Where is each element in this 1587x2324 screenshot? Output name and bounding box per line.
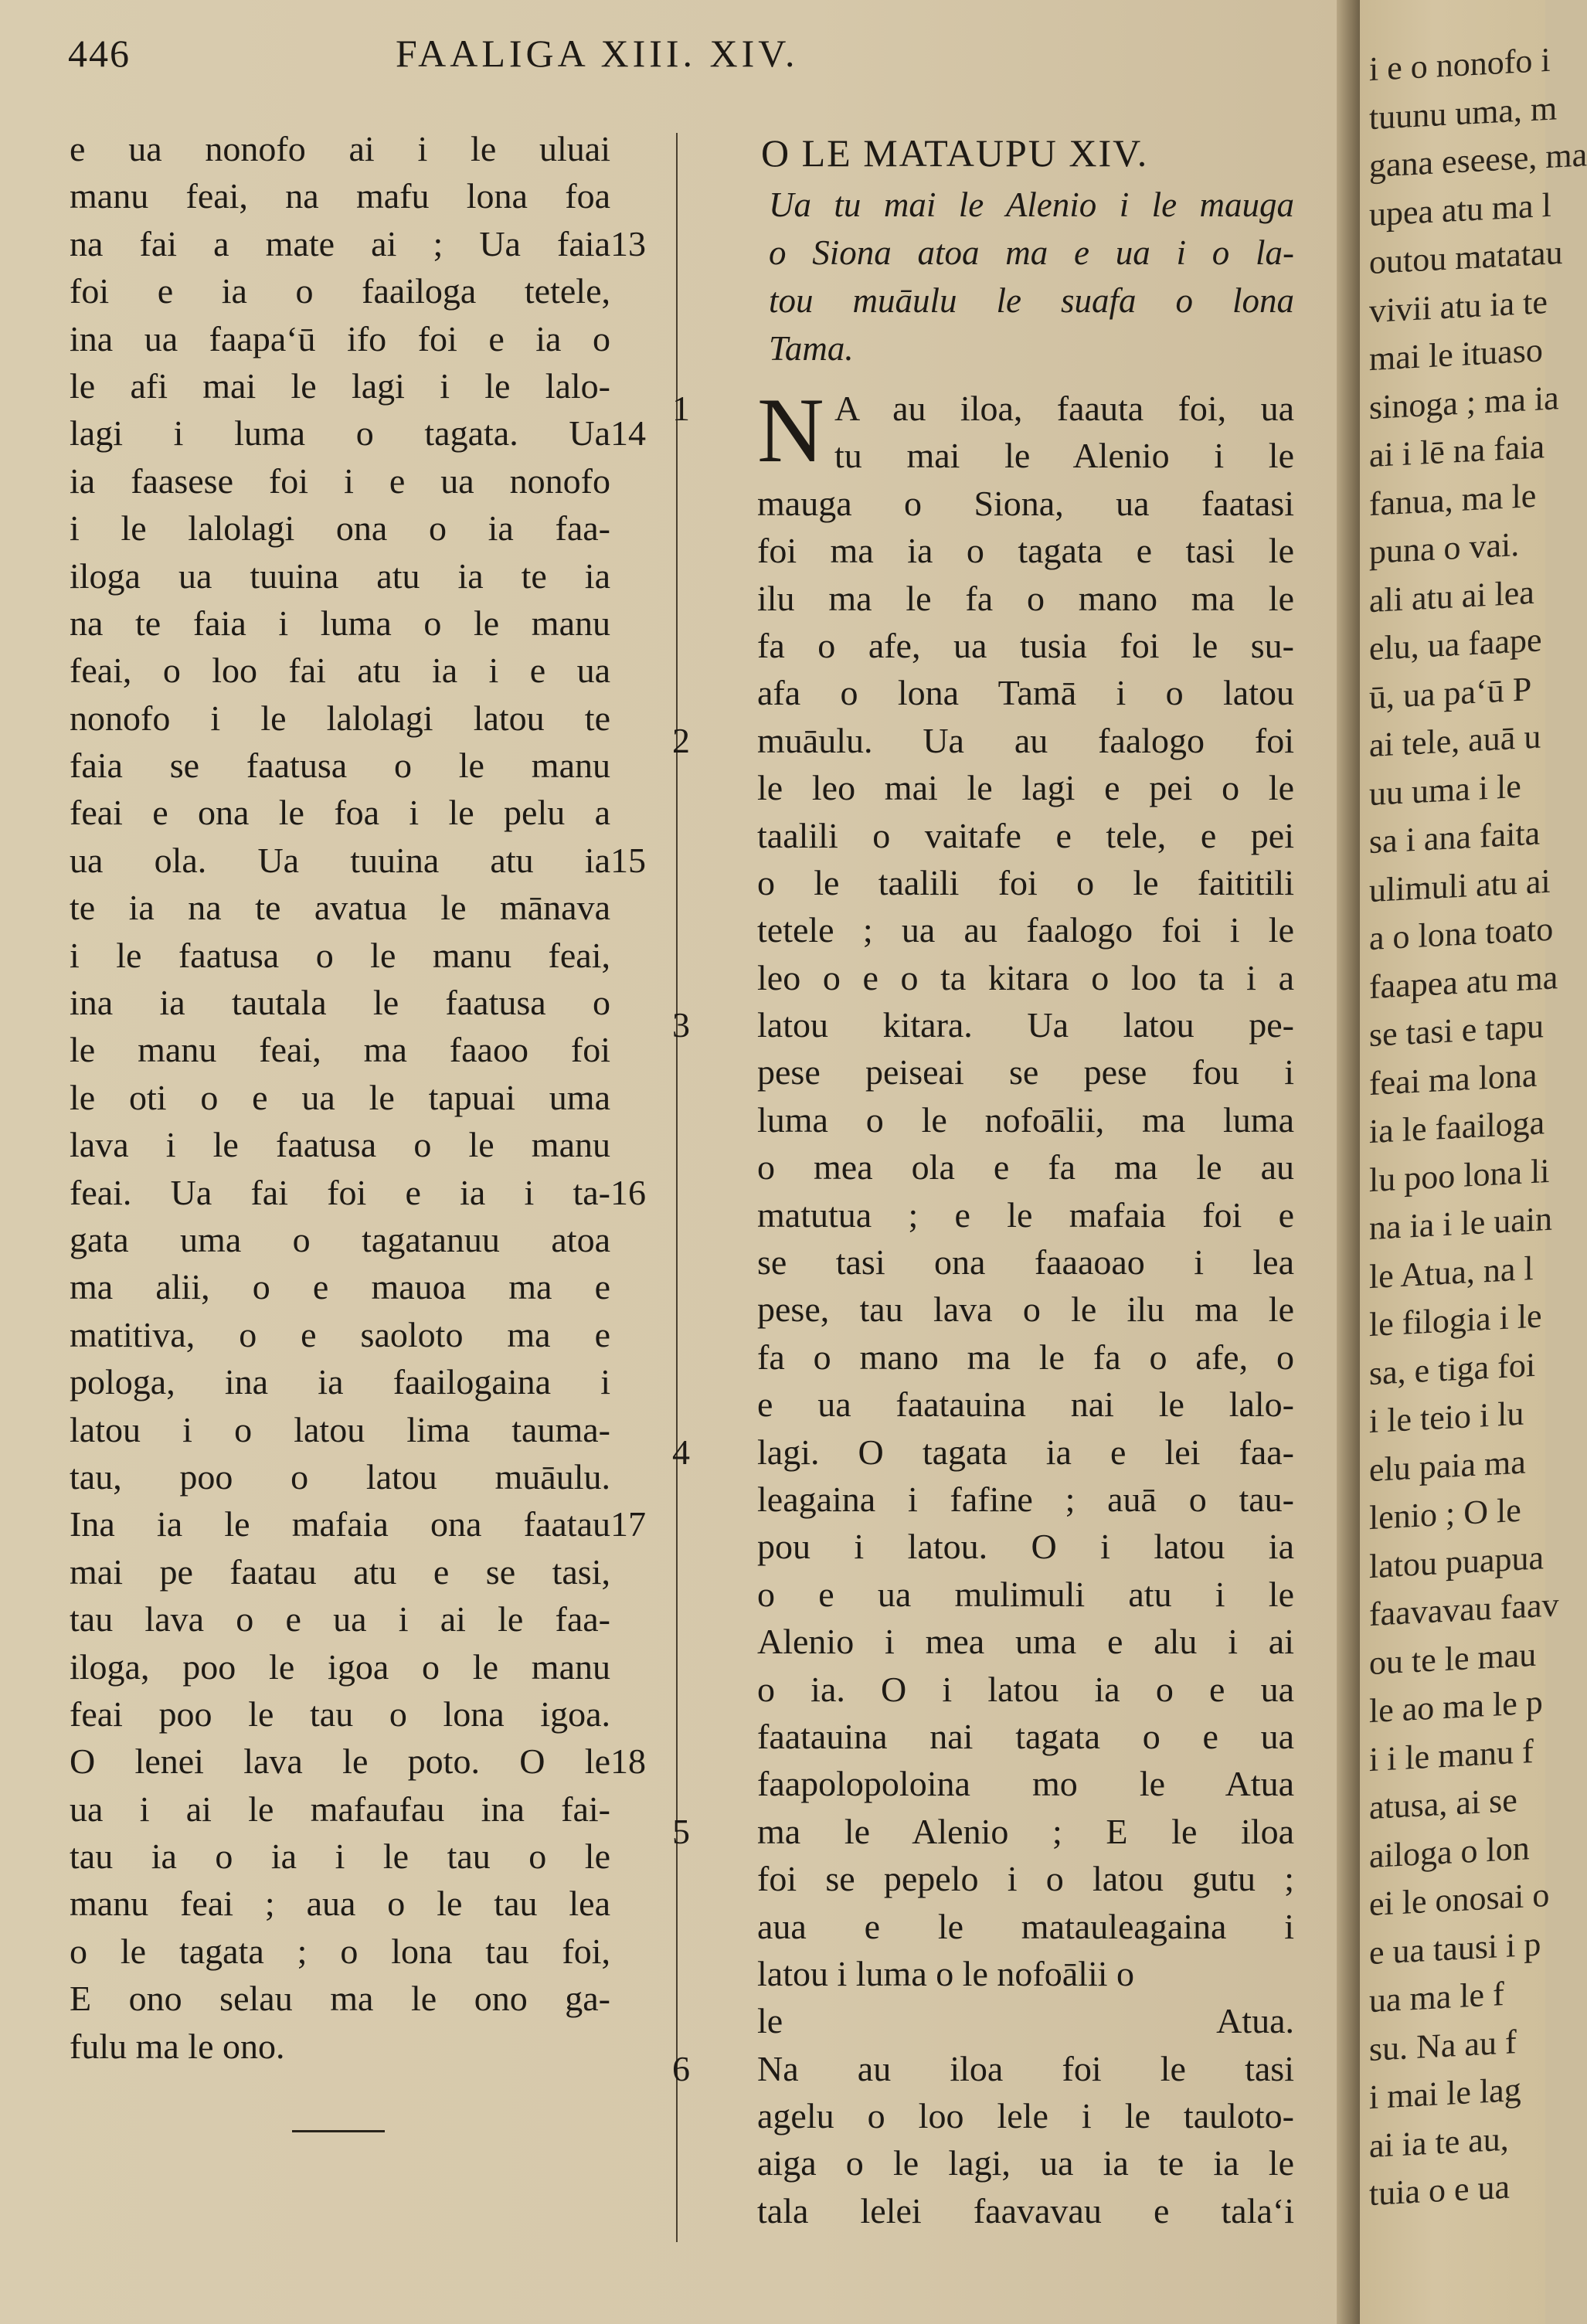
- line-text: aiga o le lagi, ua ia te ia le: [757, 2143, 1294, 2183]
- text-line: [70, 1928, 610, 1975]
- line-text: foi ma ia o tagata e tasi le: [757, 531, 1294, 571]
- summary-line: Ua tu mai le Alenio i le mauga: [769, 185, 1294, 224]
- facing-page-line: upea atu ma l: [1369, 185, 1551, 233]
- end-rule: [292, 2130, 385, 2132]
- facing-page-line: na ia i le uain: [1369, 1199, 1553, 1248]
- facing-page-line: le Atua, na l: [1369, 1249, 1534, 1296]
- text-line: [715, 669, 1294, 716]
- line-text: le manu feai, ma faaoo foi: [70, 1030, 610, 1070]
- line-text: muāulu. Ua au faalogo foi: [757, 720, 1294, 760]
- line-text: tu mai le Alenio i le: [834, 436, 1294, 476]
- text-line: [70, 742, 610, 789]
- text-line: [70, 1643, 610, 1690]
- drop-cap: N: [757, 379, 824, 481]
- text-line: [70, 789, 610, 836]
- verse-number: 17: [610, 1504, 646, 1544]
- text-line: [715, 1950, 1294, 1997]
- line-text: feai poo le tau o lona igoa.: [70, 1694, 610, 1734]
- facing-page-line: le filogia i le: [1369, 1296, 1542, 1344]
- line-text: foi e ia o faailoga tetele,: [70, 271, 610, 311]
- running-title: FAALIGA XIII. XIV.: [396, 32, 799, 75]
- text-line: [70, 1026, 610, 1073]
- text-line: [70, 362, 610, 409]
- line-text: foi se pepelo i o latou gutu ;: [757, 1859, 1294, 1899]
- text-line: [715, 2092, 1294, 2139]
- line-text: lagi. O tagata ia e lei faa-: [757, 1432, 1294, 1472]
- line-text: ua ola. Ua tuuina atu ia: [70, 840, 610, 880]
- line-text: e ua nonofo ai i le uluai: [70, 129, 610, 168]
- line-text: tau ia o ia i le tau o le: [70, 1836, 610, 1877]
- line-text: feai e ona le foa i le pelu a: [70, 793, 610, 833]
- left-text-column: [70, 125, 646, 2070]
- text-line: [70, 1500, 646, 1548]
- line-text: afa o lona Tamā i o latou: [757, 673, 1294, 713]
- text-line: [70, 457, 610, 505]
- text-line: [715, 1334, 1294, 1381]
- text-line: [70, 884, 610, 931]
- facing-page-line: sa, e tiga foi: [1369, 1345, 1536, 1392]
- text-line: [715, 812, 1294, 859]
- line-text: faatauina nai tagata o e ua: [757, 1716, 1294, 1756]
- line-text: na fai a mate ai ; Ua faia: [70, 223, 610, 263]
- line-text: matitiva, o e saoloto ma e: [70, 1314, 610, 1354]
- line-text: pologa, ina ia faailogaina i: [70, 1362, 610, 1402]
- facing-page-line: se tasi e tapu: [1369, 1007, 1545, 1055]
- line-text: latou i luma o le nofoālii o: [757, 1953, 1135, 1993]
- text-line: [70, 1548, 610, 1595]
- facing-page-line: ei le onosai o: [1369, 1875, 1550, 1924]
- facing-page-line: ū, ua paʻū P: [1369, 669, 1532, 716]
- text-line: [715, 954, 1294, 1001]
- page-number: 446: [68, 32, 131, 75]
- text-line: [715, 1096, 1294, 1143]
- line-text: lagi i luma o tagata. Ua: [70, 413, 610, 454]
- line-text: i le lalolagi ona o ia faa-: [70, 508, 610, 549]
- text-line: [715, 575, 1294, 622]
- facing-page-line: latou puapua: [1369, 1537, 1545, 1585]
- text-line: [70, 1975, 610, 2022]
- line-text: pese peiseai se pese fou i: [757, 1052, 1294, 1092]
- column-divider: [676, 133, 678, 2242]
- verse-number: 1: [672, 389, 690, 428]
- text-line: [715, 1855, 1294, 1902]
- facing-page-line: a o lona toato: [1369, 909, 1554, 958]
- line-text: fulu ma le ono.: [70, 2026, 285, 2066]
- line-text: ma alii, o e mauoa ma e: [70, 1267, 610, 1307]
- text-line: [70, 979, 610, 1026]
- text-line: [70, 172, 610, 219]
- text-line: [715, 1997, 1294, 2044]
- line-text: o e ua mulimuli atu i le: [757, 1574, 1294, 1614]
- facing-page-line: elu paia ma: [1369, 1442, 1526, 1489]
- line-text: feai, o loo fai atu ia i e ua: [70, 651, 610, 691]
- text-line: [715, 764, 1294, 811]
- facing-page-line: lu poo lona li: [1369, 1151, 1550, 1199]
- facing-page-line: uu uma i le: [1369, 766, 1521, 813]
- facing-page-line: tuunu uma, m: [1369, 88, 1558, 137]
- line-text: le oti o e ua le tapuai uma: [70, 1077, 610, 1117]
- text-line: [715, 622, 1294, 669]
- line-text: tetele ; ua au faalogo foi i le: [757, 910, 1294, 950]
- line-text: iloga, poo le igoa o le manu: [70, 1646, 610, 1687]
- line-text: tau, poo o latou muāulu.: [70, 1456, 610, 1497]
- line-text: se tasi ona faaaoao i lea: [757, 1242, 1294, 1283]
- text-line: [715, 527, 1294, 574]
- text-line: [715, 1048, 1294, 1096]
- line-text: pese, tau lava o le ilu ma le: [757, 1289, 1294, 1330]
- facing-page-line: i e o nonofo i: [1369, 40, 1551, 89]
- right-text-column: [672, 125, 1294, 2234]
- line-text: ua i ai le mafaufau ina fai-: [70, 1789, 610, 1829]
- facing-page-line: ai i lē na faia: [1369, 427, 1545, 475]
- text-line: [70, 1833, 610, 1880]
- text-line: [715, 1523, 1294, 1570]
- text-line: [70, 1169, 646, 1216]
- text-line: [672, 1429, 1294, 1476]
- line-text: o mea ola e fa ma le au: [757, 1147, 1294, 1187]
- text-line: [70, 837, 646, 884]
- text-line: [715, 1238, 1294, 1286]
- facing-page-line: feai ma lona: [1369, 1055, 1538, 1103]
- text-line: [70, 220, 646, 267]
- facing-page-line: ailoga o lon: [1369, 1828, 1530, 1875]
- book-gutter: [1337, 0, 1360, 2324]
- text-line: [672, 1808, 1294, 1855]
- line-text: Ina ia le mafaia ona faatau: [70, 1504, 610, 1544]
- summary-line: tou muāulu le suafa o lona: [769, 281, 1294, 320]
- line-text: latou i o latou lima tauma-: [70, 1409, 610, 1449]
- line-text: matutua ; e le mafaia foi e: [757, 1194, 1294, 1235]
- facing-page-line: i le teio i lu: [1369, 1394, 1524, 1441]
- facing-page-line: i i le manu f: [1369, 1731, 1534, 1779]
- line-text: i le faatusa o le manu feai,: [70, 935, 610, 975]
- line-text: o ia. O i latou ia o e ua: [757, 1669, 1294, 1709]
- text-line: [715, 1571, 1294, 1618]
- verse-number: 16: [610, 1172, 646, 1212]
- page-header: [68, 31, 1304, 85]
- line-text: nonofo i le lalolagi latou te: [70, 698, 610, 738]
- facing-page-line: ai tele, auā u: [1369, 717, 1541, 765]
- text-line: [715, 1713, 1294, 1760]
- text-line: [70, 552, 610, 600]
- text-line: [715, 2139, 1294, 2186]
- text-line: [70, 1738, 646, 1785]
- line-text: gata uma o tagatanuu atoa: [70, 1219, 610, 1259]
- facing-page-line: e ua tausi i p: [1369, 1924, 1541, 1972]
- facing-page-line: gana eseese, ma: [1369, 135, 1587, 185]
- text-line: [715, 1476, 1294, 1523]
- facing-page-line: mai le ituaso: [1369, 331, 1543, 379]
- facing-page-line: faavavau faav: [1369, 1585, 1559, 1634]
- text-line: [70, 1453, 610, 1500]
- facing-page-line: lenio ; O le: [1369, 1490, 1521, 1537]
- line-text: o le taalili foi o le faititili: [757, 862, 1294, 902]
- verse-number: 15: [610, 840, 646, 880]
- line-text: agelu o loo lele i le tauloto-: [757, 2096, 1294, 2136]
- text-line: [715, 859, 1294, 906]
- verse-number: 3: [672, 1005, 690, 1045]
- text-line: [715, 1618, 1294, 1665]
- text-line: [672, 717, 1294, 764]
- line-text: fa o mano ma le fa o afe, o: [757, 1337, 1294, 1377]
- facing-page-line: atusa, ai se: [1369, 1781, 1517, 1827]
- facing-page-line: ua ma le f: [1369, 1974, 1504, 2020]
- text-line: [70, 1880, 610, 1927]
- text-line: [70, 1311, 610, 1358]
- line-text: ma le Alenio ; E le iloa: [757, 1811, 1294, 1851]
- text-line: [70, 1121, 610, 1168]
- facing-page-line: outou matatau: [1369, 233, 1563, 282]
- chapter-summary: [715, 181, 1294, 372]
- line-text: mai pe faatau atu e se tasi,: [70, 1551, 610, 1592]
- text-line: [70, 695, 610, 742]
- line-text: luma o le nofoālii, ma luma: [757, 1099, 1294, 1140]
- verse-number: 6: [672, 2048, 690, 2088]
- facing-page-line: le ao ma le p: [1369, 1683, 1543, 1731]
- text-line: [672, 1001, 1294, 1048]
- facing-page-line: ai ia te au,: [1369, 2119, 1509, 2165]
- text-line: [70, 1690, 610, 1738]
- facing-page-line: ali atu ai lea: [1369, 573, 1534, 620]
- line-text: faapolopoloina mo le Atua: [757, 1764, 1294, 1804]
- text-line: [70, 1358, 610, 1405]
- facing-page-line: sa i ana faita: [1369, 814, 1541, 861]
- line-text: fa o afe, ua tusia foi le su-: [757, 625, 1294, 665]
- text-line: [70, 1406, 610, 1453]
- line-text: Na au iloa foi le tasi: [757, 2048, 1294, 2088]
- line-text: le afi mai le lagi i le lalo-: [70, 365, 610, 406]
- facing-page-line: faapea atu ma: [1369, 957, 1558, 1006]
- verse-number: 14: [610, 413, 646, 454]
- line-text: faia se faatusa o le manu: [70, 746, 610, 786]
- summary-line: Tama.: [769, 329, 854, 368]
- facing-page-line: ulimuli atu ai: [1369, 861, 1551, 909]
- text-line: [715, 1381, 1294, 1428]
- facing-page: [1360, 0, 1587, 2324]
- line-text: tau lava o e ua i ai le faa-: [70, 1599, 610, 1639]
- text-line: [70, 1785, 610, 1833]
- text-line: [70, 315, 610, 362]
- facing-page-line: puna o vai.: [1369, 525, 1520, 572]
- line-text: o le tagata ; o lona tau foi,: [70, 1931, 610, 1971]
- line-text: O lenei lava le poto. O le: [70, 1741, 610, 1782]
- text-line: [70, 409, 646, 457]
- text-line: [715, 1286, 1294, 1333]
- text-line: [715, 1143, 1294, 1191]
- verse-number: 13: [610, 223, 646, 263]
- verse-number: 2: [672, 720, 690, 760]
- chapter-heading: O LE MATAUPU XIV.: [761, 131, 1149, 175]
- verse-number: 18: [610, 1741, 646, 1782]
- line-text: manu feai ; aua o le tau lea: [70, 1884, 610, 1924]
- text-line: [672, 2045, 1294, 2092]
- text-line: [70, 647, 610, 694]
- facing-page-line: sinoga ; ma ia: [1369, 378, 1559, 426]
- text-line: [715, 906, 1294, 953]
- line-text: ilu ma le fa o mano ma le: [757, 578, 1294, 618]
- verse-number: 4: [672, 1432, 690, 1472]
- text-line: [70, 125, 610, 172]
- text-line: [715, 432, 1294, 479]
- text-line: [715, 1191, 1294, 1238]
- line-text: ina ia tautala le faatusa o: [70, 983, 610, 1023]
- line-text: A au iloa, faauta foi, ua: [834, 389, 1294, 428]
- text-line: [70, 600, 610, 647]
- text-line: [715, 2187, 1294, 2234]
- text-line: [715, 1903, 1294, 1950]
- line-text: feai. Ua fai foi e ia i ta-: [70, 1172, 610, 1212]
- line-text: E ono selau ma le ono ga-: [70, 1979, 610, 2019]
- line-text: Alenio i mea uma e alu i ai: [757, 1622, 1294, 1662]
- line-text: e ua faatauina nai le lalo-: [757, 1385, 1294, 1425]
- text-line: [70, 505, 610, 552]
- text-line: [70, 1216, 610, 1263]
- line-text: leagaina i fafine ; auā o tau-: [757, 1479, 1294, 1519]
- line-text: latou kitara. Ua latou pe-: [757, 1005, 1294, 1045]
- facing-page-line: elu, ua faape: [1369, 620, 1542, 668]
- text-line: [70, 932, 610, 979]
- line-text: leo o e o ta kitara o loo ta i a: [757, 957, 1294, 997]
- facing-page-line: ou te le mau: [1369, 1635, 1537, 1682]
- line-text: le leo mai le lagi e pei o le: [757, 768, 1294, 808]
- line-text: le Atua.: [757, 2001, 1294, 2041]
- facing-page-line: vivii atu ia te: [1369, 282, 1548, 330]
- line-text: pou i latou. O i latou ia: [757, 1527, 1294, 1567]
- text-line: [70, 267, 610, 314]
- line-text: manu feai, na mafu lona foa: [70, 176, 610, 216]
- verse-number: 5: [672, 1811, 690, 1851]
- text-line: [715, 480, 1294, 527]
- facing-page-line: tuia o e ua: [1369, 2167, 1511, 2214]
- right-column-lines: [672, 379, 1294, 2234]
- facing-page-line: ia le faailoga: [1369, 1103, 1545, 1151]
- text-line: [70, 1074, 610, 1121]
- facing-page-line: su. Na au f: [1369, 2022, 1517, 2068]
- line-text: te ia na te avatua le mānava: [70, 888, 610, 928]
- facing-page-line: fanua, ma le: [1369, 476, 1537, 523]
- text-line: [715, 1760, 1294, 1807]
- line-text: iloga ua tuuina atu ia te ia: [70, 556, 610, 596]
- line-text: mauga o Siona, ua faatasi: [757, 483, 1294, 523]
- line-text: ina ua faapaʻū ifo foi e ia o: [70, 318, 610, 358]
- line-text: ia faasese foi i e ua nonofo: [70, 460, 610, 501]
- line-text: na te faia i luma o le manu: [70, 603, 610, 643]
- line-text: lava i le faatusa o le manu: [70, 1125, 610, 1165]
- line-text: taalili o vaitafe e tele, e pei: [757, 815, 1294, 855]
- facing-page-text: [1360, 40, 1587, 2214]
- line-text: aua e le matauleagaina i: [757, 1906, 1294, 1946]
- text-line: [70, 1263, 610, 1310]
- summary-line: o Siona atoa ma e ua i o la-: [769, 233, 1294, 272]
- text-line: [70, 1595, 610, 1643]
- facing-page-line: i mai le lag: [1369, 2070, 1521, 2117]
- text-line: [70, 2023, 610, 2070]
- text-line: [715, 1666, 1294, 1713]
- line-text: tala lelei faavavau e talaʻi: [757, 2190, 1294, 2231]
